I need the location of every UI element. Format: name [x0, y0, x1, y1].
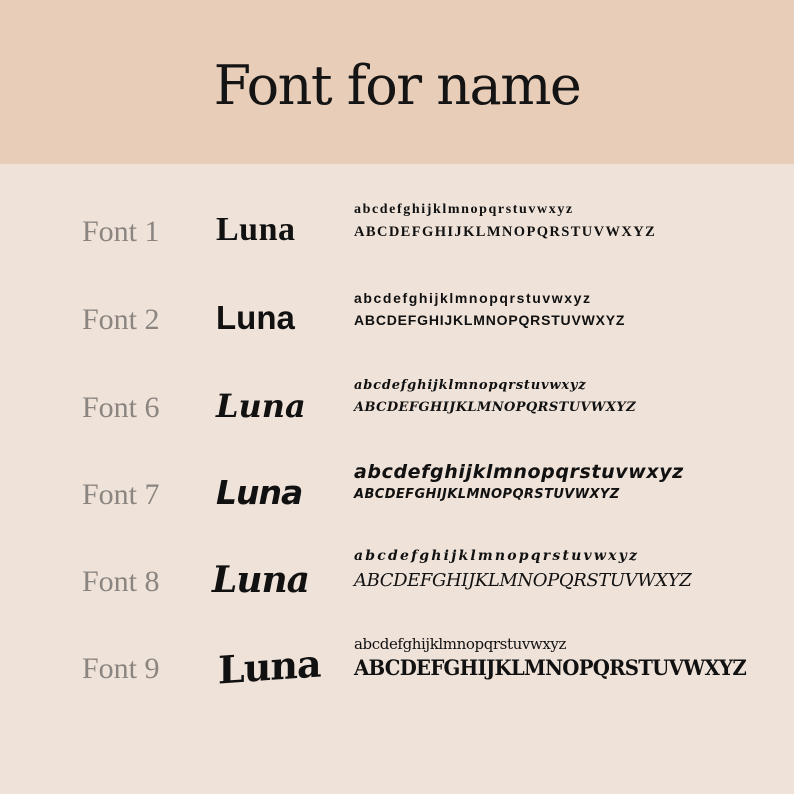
- font-uppercase-alphabet: ABCDEFGHIJKLMNOPQRSTUVWXYZ: [354, 570, 692, 591]
- page-title: Font for name: [213, 53, 581, 117]
- header-banner: [0, 0, 794, 164]
- font-lowercase-alphabet: abcdefghijklmnopqrstuvwxyz: [354, 290, 592, 306]
- font-lowercase-alphabet: abcdefghijklmnopqrstuvwxyz: [354, 378, 587, 393]
- font-sample-name: Luna: [218, 640, 321, 693]
- font-uppercase-alphabet: ABCDEFGHIJKLMNOPQRSTUVWXYZ: [354, 655, 746, 680]
- font-label: Font 9: [82, 652, 160, 685]
- font-row-7: [0, 461, 794, 557]
- font-uppercase-alphabet: ABCDEFGHIJKLMNOPQRSTUVWXYZ: [354, 224, 657, 240]
- font-lowercase-alphabet: abcdefghijklmnopqrstuvwxyz: [354, 202, 574, 217]
- font-row-2: [0, 290, 794, 382]
- font-row-8: [0, 548, 794, 644]
- font-sample-name: Luna: [212, 559, 309, 601]
- font-label: Font 6: [82, 391, 160, 424]
- font-lowercase-alphabet: abcdefghijklmnopqrstuvwxyz: [354, 548, 640, 564]
- font-row-1: [0, 202, 794, 294]
- font-sample-name: Luna: [216, 211, 296, 248]
- font-sample-name: Luna: [216, 387, 306, 425]
- font-sample-name: Luna: [216, 473, 303, 512]
- font-label: Font 2: [82, 303, 160, 336]
- font-label: Font 1: [82, 215, 160, 248]
- font-row-9: [0, 635, 794, 731]
- font-sample-name: Luna: [216, 299, 295, 336]
- font-lowercase-alphabet: abcdefghijklmnopqrstuvwxyz: [354, 461, 684, 483]
- font-row-6: [0, 378, 794, 470]
- font-lowercase-alphabet: abcdefghijklmnopqrstuvwxyz: [354, 635, 567, 653]
- font-uppercase-alphabet: ABCDEFGHIJKLMNOPQRSTUVWXYZ: [354, 400, 636, 415]
- font-uppercase-alphabet: ABCDEFGHIJKLMNOPQRSTUVWXYZ: [354, 312, 626, 328]
- font-label: Font 7: [82, 478, 160, 511]
- font-uppercase-alphabet: ABCDEFGHIJKLMNOPQRSTUVWXYZ: [354, 487, 620, 502]
- font-label: Font 8: [82, 565, 160, 598]
